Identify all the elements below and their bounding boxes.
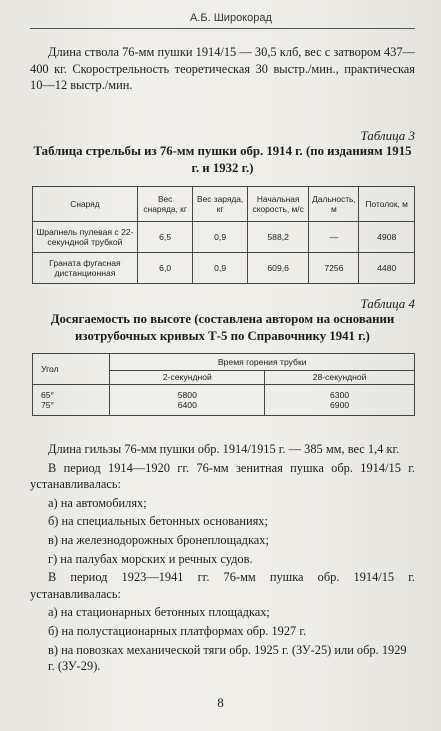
table4-header-time: Время горения трубки [110,354,415,371]
table4-number: Таблица 4 [360,296,415,311]
table4-header-angle: Угол [33,354,110,385]
table3-cell: 4908 [359,222,415,253]
table3-cell: 588,2 [247,222,309,253]
table3-cell: 7256 [309,253,359,284]
table4-value: 6300 [330,390,350,400]
casing-paragraph: Длина гильзы 76-мм пушки обр. 1914/1915 г. — 385 мм, вес 1,4 кг. [48,442,400,456]
period1-paragraph: В период 1914—1920 гг. 76-мм зенитная пушка обр. 1914/15 г. устанавливалась: [30,460,415,492]
table-row [33,253,415,284]
table4-header-28s: 28-секундной [265,370,415,384]
intro-block [30,44,415,94]
table4-value: 5800 [177,390,197,400]
header-author: А.Б. Широкорад [190,12,272,24]
table3-cell: — [309,222,359,253]
table3-header-cell: Дальность, м [309,187,359,222]
table3-header-cell: Начальная скорость, м/с [247,187,309,222]
intro-paragraph: Длина ствола 76-мм пушки 1914/15 — 30,5 клб, вес с затвором 437—400 кг. Скорострельность теоретическая 30 выстр./мин., практическая 10—12 выстр./мин. [30,45,415,93]
table3 [32,186,415,284]
table3-cell: 0,9 [193,253,247,284]
list-item: а) на автомобилях; [48,495,147,510]
table-row [33,222,415,253]
table3-cell: 4480 [359,253,415,284]
mounting-section [30,441,415,677]
table3-cell: Шрапнель пулевая с 22-секундной трубкой [33,222,138,253]
table3-cell: Граната фугасная дистанционная [33,253,138,284]
table3-caption [30,128,415,177]
list-item: в) на железнодорожных бронеплощадках; [48,532,269,547]
table3-header-cell: Снаряд [33,187,138,222]
table4-value: 6400 [177,400,197,410]
table4-angle: 75° [41,400,54,410]
table4-caption [30,296,415,345]
list-item: в) на повозках механической тяги обр. 1925 г. (ЗУ-25) или обр. 1929 г. (ЗУ-29). [48,642,407,674]
table4-angle-cell [33,385,110,416]
table4 [32,353,415,416]
table3-header-cell: Потолок, м [359,187,415,222]
table4-title: Досягаемость по высоте (составлена автором на основании изотрубочных кривых Т-5 по Справочнику 1941 г.) [50,312,395,343]
list-item: б) на полустационарных платформах обр. 1927 г. [48,623,307,638]
table3-cell: 6,5 [137,222,193,253]
table4-angle: 65° [41,390,54,400]
table-row [33,385,415,416]
list-item: а) на стационарных бетонных площадках; [48,605,270,620]
table3-cell: 6,0 [137,253,193,284]
table4-value: 6900 [330,400,350,410]
table3-cell: 609,6 [247,253,309,284]
table4-2s-cell [110,385,265,416]
running-header [30,0,415,29]
table4-28s-cell [265,385,415,416]
table3-number: Таблица 3 [360,128,415,143]
table3-cell: 0,9 [193,222,247,253]
table3-header-cell: Вес снаряда, кг [137,187,193,222]
list-item: г) на палубах морских и речных судов. [48,551,253,566]
page-number: 8 [217,695,224,710]
table3-header-cell: Вес заряда, кг [193,187,247,222]
table4-header-2s: 2-секундной [110,370,265,384]
list-item: б) на специальных бетонных основаниях; [48,514,268,529]
table3-header-row [33,187,415,222]
table3-title: Таблица стрельбы из 76-мм пушки обр. 1914 г. (по изданиям 1915 г. и 1932 г.) [33,144,412,175]
period2-paragraph: В период 1923—1941 гг. 76-мм пушка обр. 1914/15 г. устанавливалась: [30,570,415,601]
